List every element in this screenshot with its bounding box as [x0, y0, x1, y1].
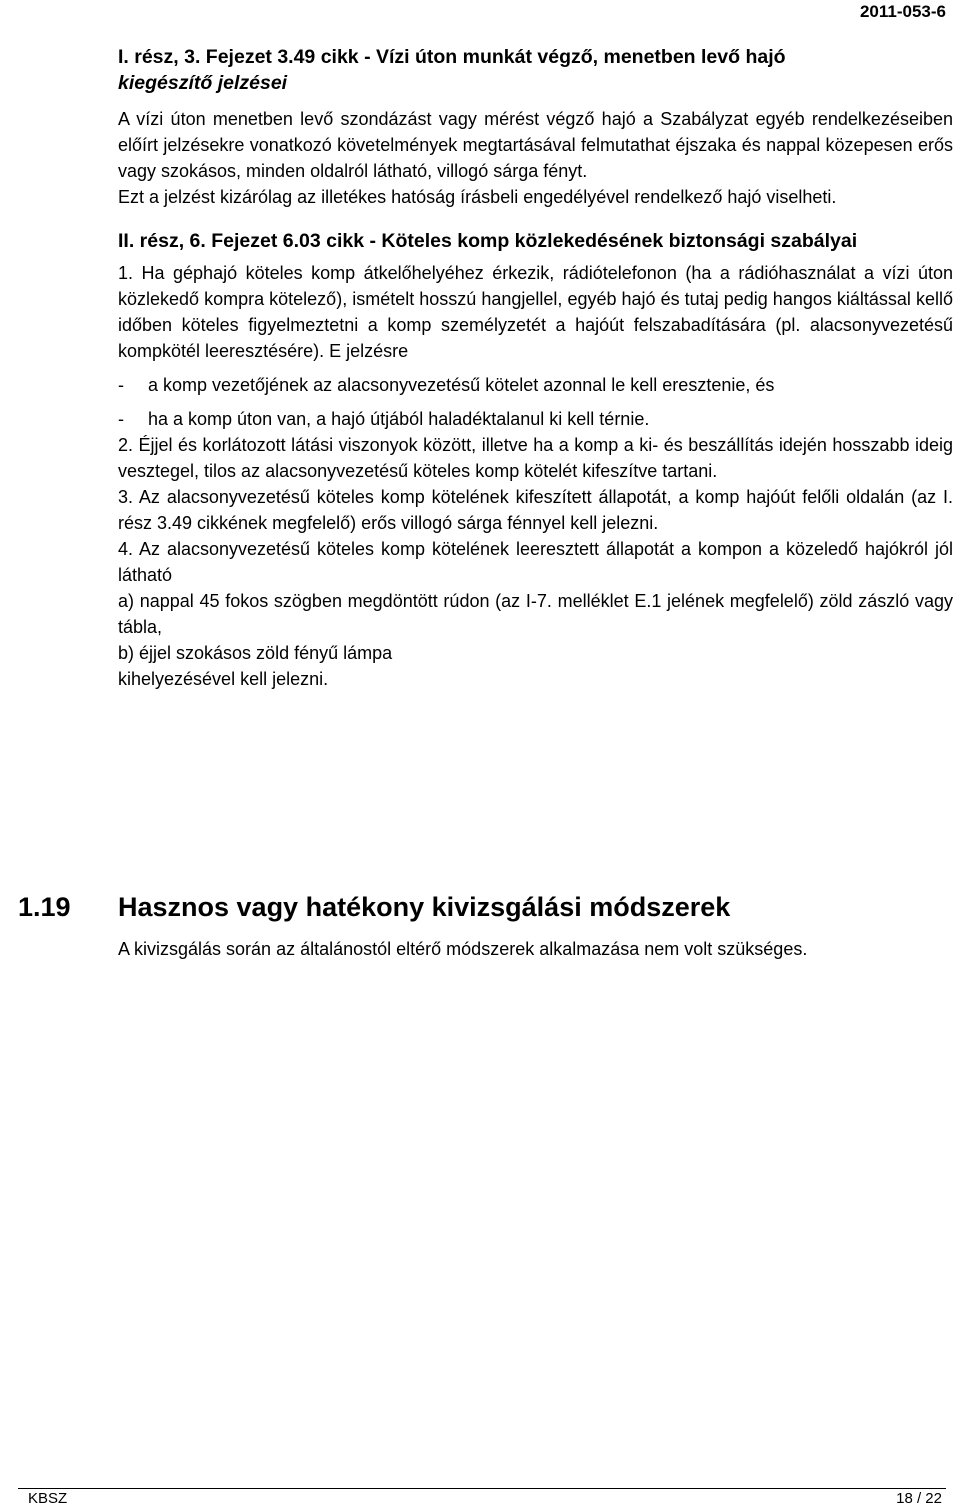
item-4-a: a) nappal 45 fokos szögben megdöntött rúdon (az I-7. melléklet E.1 jelének megfelelő) zöld zászló vagy tábla, — [118, 591, 953, 637]
document-id: 2011-053-6 — [859, 2, 946, 21]
dash-item-2-text: ha a komp úton van, a hajó útjából haladéktalanul ki kell térnie. — [148, 409, 650, 429]
item-2: 2. Éjjel és korlátozott látási viszonyok között, illetve ha a komp a ki- és beszállítás idején hosszabb ideig vesztegel, tilos az alacsonyvezetésű köteles komp kötelét kifeszítve tartani. — [118, 435, 953, 481]
dash-item-2 — [118, 406, 953, 432]
footer-divider — [18, 1488, 946, 1489]
item-1: 1. Ha géphajó köteles komp átkelőhelyéhez érkezik, rádiótelefonon (ha a rádióhasználat a vízi úton közlekedő kompra kötelező), ismételt hosszú hangjellel, egyéb hajó és tutaj pedig hangos kiáltással kellő időben köteles figyelmeztetni a komp személyzetét a hajóút felszabadítására (pl. alacsonyvezetésű kompkötél leeresztésére). E jelzésre — [118, 263, 953, 361]
heading-3-49-suffix: kiegészítő jelzései — [118, 72, 288, 94]
section-body: A kivizsgálás során az általánostól eltérő módszerek alkalmazása nem volt szükséges. — [118, 939, 808, 959]
paragraph-3-49-text: A vízi úton menetben levő szondázást vagy mérést végző hajó a Szabályzat egyéb rendelkezéseiben előírt jelzésekre vonatkozó követelmények megtartásával felmutathat éjszaka és nappal közepesen erős vagy szokásos, minden oldalról látható, villogó sárga fényt. — [118, 109, 953, 181]
heading-6-03: II. rész, 6. Fejezet 6.03 cikk - Köteles komp közlekedésének biztonsági szabályai — [118, 230, 858, 252]
item-4-b: b) éjjel szokásos zöld fényű lámpa — [118, 643, 393, 663]
dash-item-1-text: a komp vezetőjének az alacsonyvezetésű kötelet azonnal le kell eresztenie, és — [148, 375, 775, 395]
dash-bullet: - — [118, 375, 124, 395]
dash-item-1 — [118, 372, 953, 398]
dash-bullet: - — [118, 409, 124, 429]
section-number: 1.19 — [18, 892, 71, 922]
heading-3-49 — [118, 44, 953, 96]
item-3: 3. Az alacsonyvezetésű köteles komp kötelének kifeszített állapotát, a komp hajóút felőli oldalán (az I. rész 3.49 cikkének megfelelő) erős villogó sárga fénnyel kell jelezni. — [118, 487, 953, 533]
item-4: 4. Az alacsonyvezetésű köteles komp kötelének leeresztett állapotát a kompon a közeledő hajókról jól látható — [118, 539, 953, 585]
footer-organization: KBSZ — [28, 1490, 68, 1507]
section-title: Hasznos vagy hatékony kivizsgálási módszerek — [118, 892, 731, 922]
paragraph-3-49-permit: Ezt a jelzést kizárólag az illetékes hatóság írásbeli engedélyével rendelkező hajó viselheti. — [118, 187, 837, 207]
page-number: 18 / 22 — [896, 1490, 942, 1507]
item-4-c: kihelyezésével kell jelezni. — [118, 669, 329, 689]
document-body — [118, 44, 953, 692]
heading-3-49-prefix: I. rész, 3. Fejezet 3.49 cikk - Vízi úton munkát végző, menetben levő hajó — [118, 46, 786, 68]
